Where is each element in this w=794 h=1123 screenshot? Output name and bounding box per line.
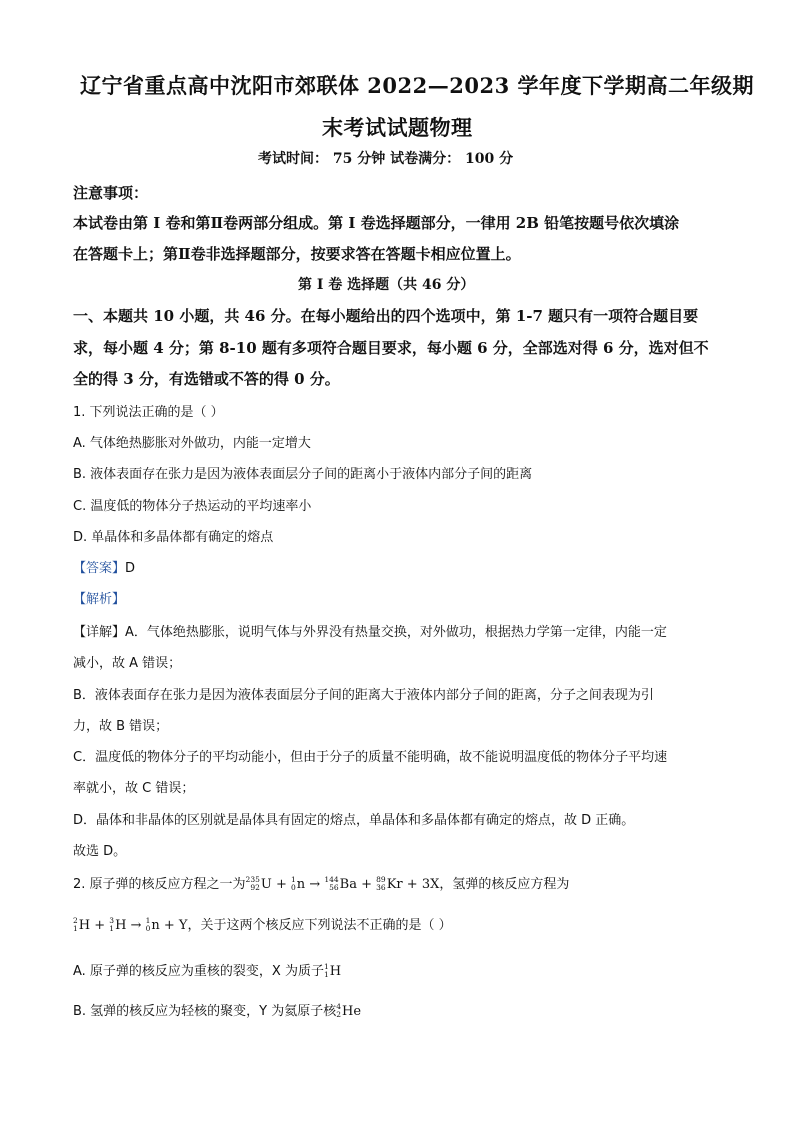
q1-answer-line [73,557,135,576]
q2-option-a [73,960,341,979]
q1-detail-b-line2: 力，故 B 错误； [73,719,169,734]
analysis-tag: 【解析】 [73,592,126,607]
doc-title-line2: 末考试试题物理 [322,115,473,140]
q1-detail-c-line2: 率就小，故 C 错误； [73,781,195,796]
notice-line2: 在答题卡上；第Ⅱ卷非选择题部分，按要求答在答题卡相应位置上。 [73,245,521,263]
answer-value: D [125,561,136,576]
notice-heading: 注意事项： [73,184,149,202]
q2-stem-line1 [73,873,569,892]
q1-detail-d: D．晶体和非晶体的区别就是晶体具有固定的熔点，单晶体和多晶体都有确定的熔点，故 D 正确。 [73,813,635,828]
q2-stem-line2 [73,914,452,933]
q1-detail-c-line1: C．温度低的物体分子的平均动能小，但由于分子的质量不能明确，故不能说明温度低的物体分子平均速 [73,750,668,765]
q2-stem-pre: 2. 原子弹的核反应方程之一为 [73,877,246,892]
q1-stem: 1. 下列说法正确的是（ ） [73,405,224,420]
q1-option-b: B. 液体表面存在张力是因为液体表面层分子间的距离小于液体内部分子间的距离 [73,467,533,482]
doc-title-line1: 辽宁省重点高中沈阳市郊联体 2022—2023 学年度下学期高二年级期 [80,73,755,98]
exam-info: 考试时间： 75 分钟 试卷满分： 100 分 [258,151,514,167]
q2-stem-line2-post: ，关于这两个核反应下列说法不正确的是（ ） [187,918,452,933]
answer-tag: 【答案】 [73,561,126,576]
q2-option-b-text: B. 氢弹的核反应为轻核的聚变，Y 为氦原子核 [73,1004,337,1019]
section1-instr-line1: 一、本题共 10 小题，共 46 分。在每小题给出的四个选项中，第 1-7 题只有一项符合题目要 [73,307,699,325]
detail-a-text: A．气体绝热膨胀，说明气体与外界没有热量交换，对外做功，根据热力学第一定律，内能一定 [125,625,667,640]
q1-conclusion: 故选 D。 [73,844,127,859]
proton-symbol: 1 1 H [323,962,342,979]
detail-tag: 【详解】 [73,625,126,640]
q1-option-d: D. 单晶体和多晶体都有确定的熔点 [73,530,274,545]
helium-symbol: 4 2 He [336,1002,362,1019]
q1-detail-a-line1 [73,621,667,640]
q1-option-c: C. 温度低的物体分子热运动的平均速率小 [73,499,312,514]
section1-instr-line3: 全的得 3 分，有选错或不答的得 0 分。 [73,370,340,388]
fusion-equation: 2 1 H + 3 1 H → 1 0 n + Y [73,916,188,933]
notice-line1: 本试卷由第 I 卷和第Ⅱ卷两部分组成。第 I 卷选择题部分，一律用 2B 铅笔按题号依次填涂 [73,214,680,232]
q1-option-a: A. 气体绝热膨胀对外做功，内能一定增大 [73,436,311,451]
q1-detail-a-line2: 减小，故 A 错误； [73,656,182,671]
q2-stem-post: ，氢弹的核反应方程为 [439,877,570,892]
q2-option-a-text: A. 原子弹的核反应为重核的裂变，X 为质子 [73,964,324,979]
q2-option-b [73,1000,361,1019]
section1-heading: 第 I 卷 选择题（共 46 分） [298,277,475,293]
section1-instr-line2: 求，每小题 4 分；第 8-10 题有多项符合题目要求，每小题 6 分，全部选对得 6 分，选对但不 [73,339,709,357]
q1-detail-b-line1: B．液体表面存在张力是因为液体表面层分子间的距离大于液体内部分子间的距离，分子之间表现为引 [73,688,654,703]
fission-equation: 235 92 U + 1 0 n → 144 56 Ba + 89 36 Kr + 3X [245,875,440,892]
